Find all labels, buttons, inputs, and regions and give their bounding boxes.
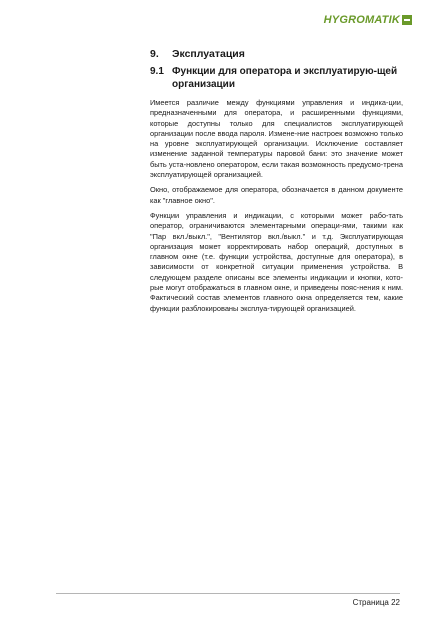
page-number: Страница 22: [352, 598, 400, 607]
paragraph-2: Окно, отображаемое для оператора, обозначается в данном документе как "главное окно".: [150, 185, 403, 205]
logo-badge-icon: [402, 15, 412, 25]
section-number: 9.: [150, 48, 159, 60]
section-heading: [150, 48, 403, 60]
section-title: Эксплуатация: [172, 48, 245, 60]
subsection-title: Функции для оператора и эксплуатирую-щей организации: [172, 66, 398, 90]
document-content: [150, 48, 403, 319]
hygromatik-logo: [324, 13, 412, 27]
paragraph-3: Функции управления и индикации, с которыми может рабо-тать оператор, ограничиваются элементарными операци-ями, такими как "Пар вкл./выкл.", "Вентилятор вкл./выкл." и т.д. Эксплуатирующая организация может корректировать набор операций, доступных в главном окне (т.е. функции устройства, доступные для оператора), в зависимости от конкретной ситуации применения устройства. В следующем разделе описаны все элементы индикации и кнопки, кото-рые могут отображаться в главном окне, и приведены пояс-нения к ним. Фактический состав элементов главного окна определяется тем, какие функции разблокированы эксплуа-тирующей организацией.: [150, 210, 403, 313]
paragraph-1: Имеется различие между функциями управления и индика-ции, предназначенными для оператора, и расширенными функциями, которые доступны только для специалистов эксплуатирующей организации после ввода пароля. Измене-ние настроек возможно только на уровне эксплуатирующей организации. Исключение составляет изменение заданной температуры паровой бани: это значение может быть уста-новлено оператором, если такая возможность предусмо-трена эксплуатирующей организацией.: [150, 98, 403, 180]
subsection-heading: [150, 66, 403, 91]
footer-divider: [56, 593, 400, 594]
subsection-number: 9.1: [150, 66, 164, 77]
logo-text: HYGROMATIK: [323, 14, 400, 26]
